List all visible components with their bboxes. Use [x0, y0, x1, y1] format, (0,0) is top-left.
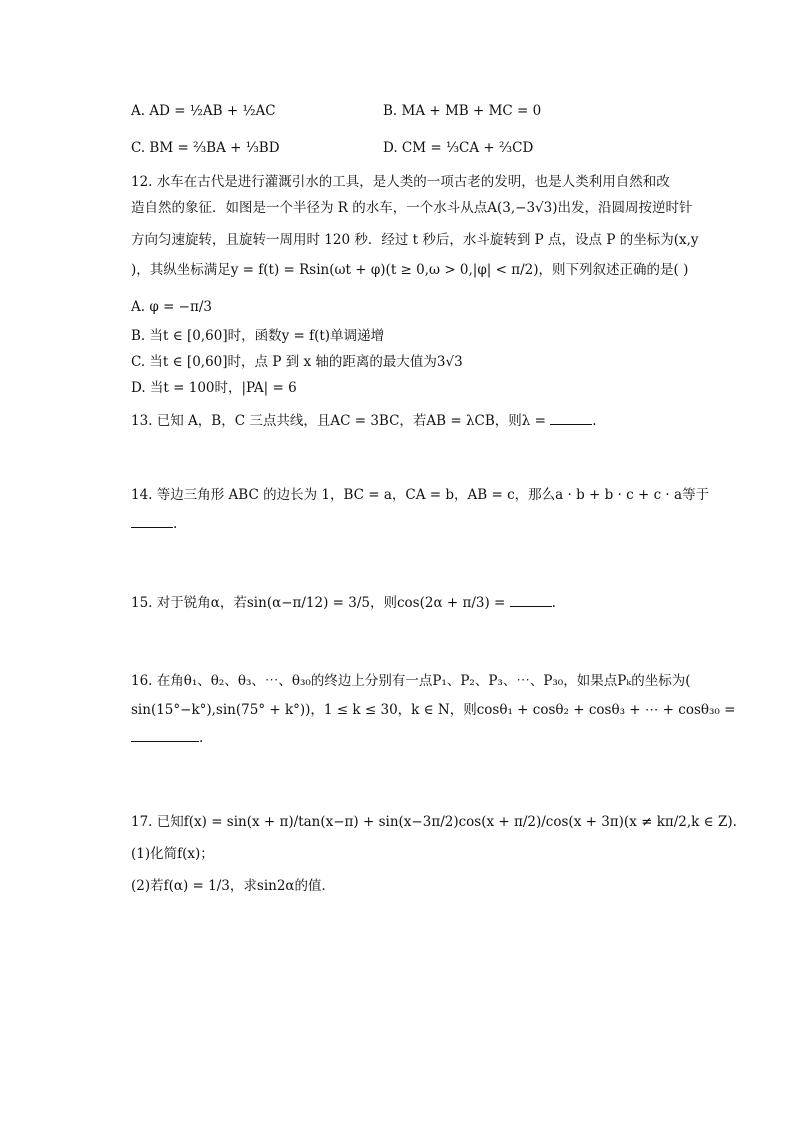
q15-text: 15. 对于锐角α，若sin(α−π/12) = 3/5，则cos(2α + π/3) = — [131, 595, 506, 611]
q11-option-b[interactable] — [383, 101, 541, 121]
q11-option-a[interactable] — [131, 101, 276, 121]
q13-answer-blank[interactable] — [550, 410, 592, 425]
q14-stem-line-1: 14. 等边三角形 ABC 的边长为 1，BC = a，CA = b，AB = c，那么a · b + b · c + c · a等于 — [131, 487, 710, 503]
q11-option-c[interactable] — [131, 138, 280, 158]
q17-stem: 17. 已知f(x) = sin(x + π)/tan(x−π) + sin(x−3π/2)cos(x + π/2)/cos(x + 3π)(x ≠ kπ/2,k ∈ Z). — [131, 814, 737, 830]
q12-option-c[interactable]: C. 当t ∈ [0,60]时，点 P 到 x 轴的距离的最大值为3√3 — [131, 354, 463, 370]
q13-text: 13. 已知 A，B，C 三点共线，且AC = 3BC，若AB = λCB，则λ = — [131, 413, 546, 429]
q16-period: . — [199, 730, 204, 746]
q12-option-d[interactable]: D. 当t = 100时，|PA| = 6 — [131, 380, 297, 396]
q12-stem-line-2: 造自然的象征．如图是一个半径为 R 的水车，一个水斗从点A(3,−3√3)出发，沿圆周按逆时针 — [131, 200, 693, 216]
q11-option-d[interactable] — [383, 138, 533, 158]
q15-period: . — [551, 595, 556, 611]
q12-stem-line-3: 方向匀速旋转，且旋转一周用时 120 秒．经过 t 秒后，水斗旋转到 P 点，设点 P 的坐标为(x,y — [131, 232, 699, 248]
q16-stem-line-2: sin(15°−k°),sin(75° + k°))，1 ≤ k ≤ 30，k ∈ N，则cosθ₁ + cosθ₂ + cosθ₃ + ⋯ + cosθ₃₀ = — [131, 702, 736, 718]
q12-stem-line-1: 12. 水车在古代是进行灌溉引水的工具，是人类的一项古老的发明，也是人类利用自然和改 — [131, 174, 670, 190]
q15-answer-blank[interactable] — [510, 592, 552, 607]
q16-stem-line-3 — [131, 727, 203, 748]
q12-stem-line-4: )，其纵坐标满足y = f(t) = Rsin(ωt + φ)(t ≥ 0,ω > 0,|φ| < π/2)，则下列叙述正确的是( ) — [131, 262, 689, 278]
q13-stem — [131, 410, 597, 431]
q14-answer-blank[interactable] — [131, 513, 173, 528]
q13-period: . — [592, 413, 597, 429]
q11-option-c-text: C. BM = ⅔BA + ⅓BD — [131, 140, 280, 156]
q16-answer-blank[interactable] — [131, 727, 199, 742]
q14-period: . — [173, 516, 178, 532]
q11-option-a-text: A. AD = ½AB + ½AC — [131, 103, 276, 119]
q11-option-d-text: D. CM = ⅓CA + ⅔CD — [383, 140, 534, 156]
q17-part-2: (2)若f(α) = 1/3，求sin2α的值． — [131, 878, 336, 894]
q17-part-1: (1)化简f(x)； — [131, 846, 214, 862]
q12-option-a[interactable]: A. φ = −π/3 — [131, 299, 212, 315]
q16-stem-line-1: 16. 在角θ₁、θ₂、θ₃、⋯、θ₃₀的终边上分别有一点P₁、P₂、P₃、⋯、P₃₀，如果点Pₖ的坐标为( — [131, 673, 691, 689]
q12-option-b[interactable]: B. 当t ∈ [0,60]时，函数y = f(t)单调递增 — [131, 328, 385, 344]
q15-stem — [131, 592, 556, 613]
q14-stem-line-2 — [131, 513, 177, 534]
q11-option-b-text: B. MA + MB + MC = 0 — [383, 103, 542, 119]
